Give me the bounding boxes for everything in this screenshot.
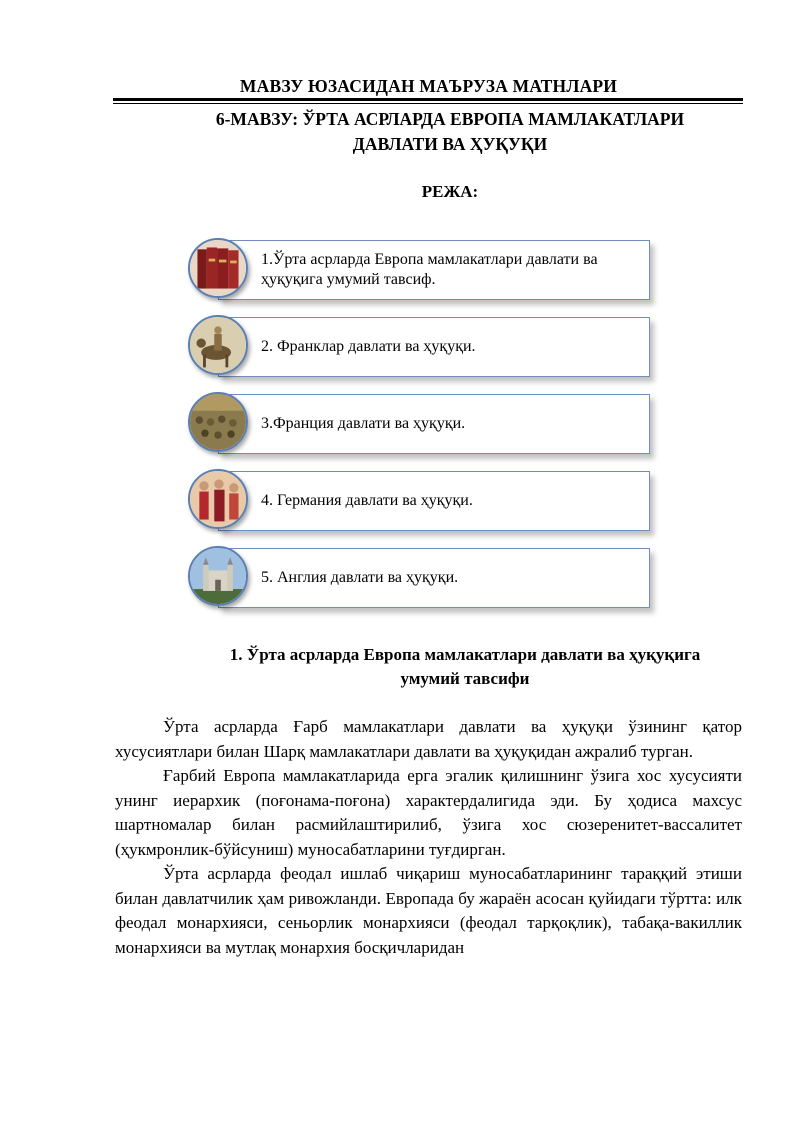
topic-title <box>150 107 750 157</box>
horseman-icon <box>188 315 248 375</box>
plan-item-label: 2. Франклар давлати ва ҳуқуқи. <box>261 338 476 355</box>
section-title-line1: 1. Ўрта асрларда Европа мамлакатлари давлати ва ҳуқуқига <box>229 645 701 664</box>
section-title <box>190 643 740 691</box>
header-rule-thin <box>113 103 743 104</box>
plan-item-5 <box>188 548 658 610</box>
plan-item-label: 1.Ўрта асрларда Европа мамлакатлари давлати ва ҳуқуқига умумий тавсиф. <box>261 251 598 288</box>
section-title-line2: умумий тавсифи <box>400 669 530 688</box>
header-rule-thick <box>113 98 743 101</box>
plan-item-2 <box>188 317 658 379</box>
header-title: МАВЗУ ЮЗАСИДАН МАЪРУЗА МАТНЛАРИ <box>239 76 618 96</box>
plan-item-box <box>218 394 650 454</box>
plan-item-3 <box>188 394 658 456</box>
topic-title-line2: ДАВЛАТИ ВА ҲУҚУҚИ <box>352 134 548 154</box>
assembly-icon <box>188 392 248 452</box>
plan-item-box <box>218 317 650 377</box>
paragraph-1: Ўрта асрларда Ғарб мамлакатлари давлати ва ҳуқуқи ўзининг қатор хусусиятлари билан Шарқ мамлакатлари давлати ва ҳуқуқидан ажралиб турган. <box>115 717 742 761</box>
paragraph-3: Ўрта асрларда феодал ишлаб чиқариш муносабатларининг тараққий этиши билан давлатчилик ҳам ривожланди. Европада бу жараён асосан қуйидаги тўртта: илк феодал монархияси, сеньорлик монархияси (феодал тарқоқлик), табақа-вакиллик монархияси ва мутлақ монархия босқичларидан <box>115 864 742 957</box>
paragraph-2: Ғарбий Европа мамлакатларида ерга эгалик қилишнинг ўзига хос хусусияти унинг иерархик (поғонама-поғона) характердалигида эди. Бу ҳодиса махсус шартномалар билан расмийлаштирилиб, ўзига хос сюзеренитет-вассалитет (ҳукмронлик-бўйсуниш) муносабатларини туғдирган. <box>115 766 742 859</box>
plan-item-box <box>218 240 650 300</box>
topic-title-line1: 6-МАВЗУ: ЎРТА АСРЛАРДА ЕВРОПА МАМЛАКАТЛАРИ <box>215 109 685 129</box>
plan-item-box <box>218 471 650 531</box>
plan-item-label: 4. Германия давлати ва ҳуқуқи. <box>261 492 473 509</box>
plan-item-box <box>218 548 650 608</box>
figures-icon <box>188 469 248 529</box>
plan-heading: РЕЖА: <box>421 182 479 201</box>
plan-item-label: 5. Англия давлати ва ҳуқуқи. <box>261 569 459 586</box>
body-text <box>115 715 742 960</box>
plan-item-1 <box>188 240 658 302</box>
books-icon <box>188 238 248 298</box>
castle-icon <box>188 546 248 606</box>
plan-item-label: 3.Франция давлати ва ҳуқуқи. <box>261 415 466 432</box>
plan-item-4 <box>188 471 658 533</box>
